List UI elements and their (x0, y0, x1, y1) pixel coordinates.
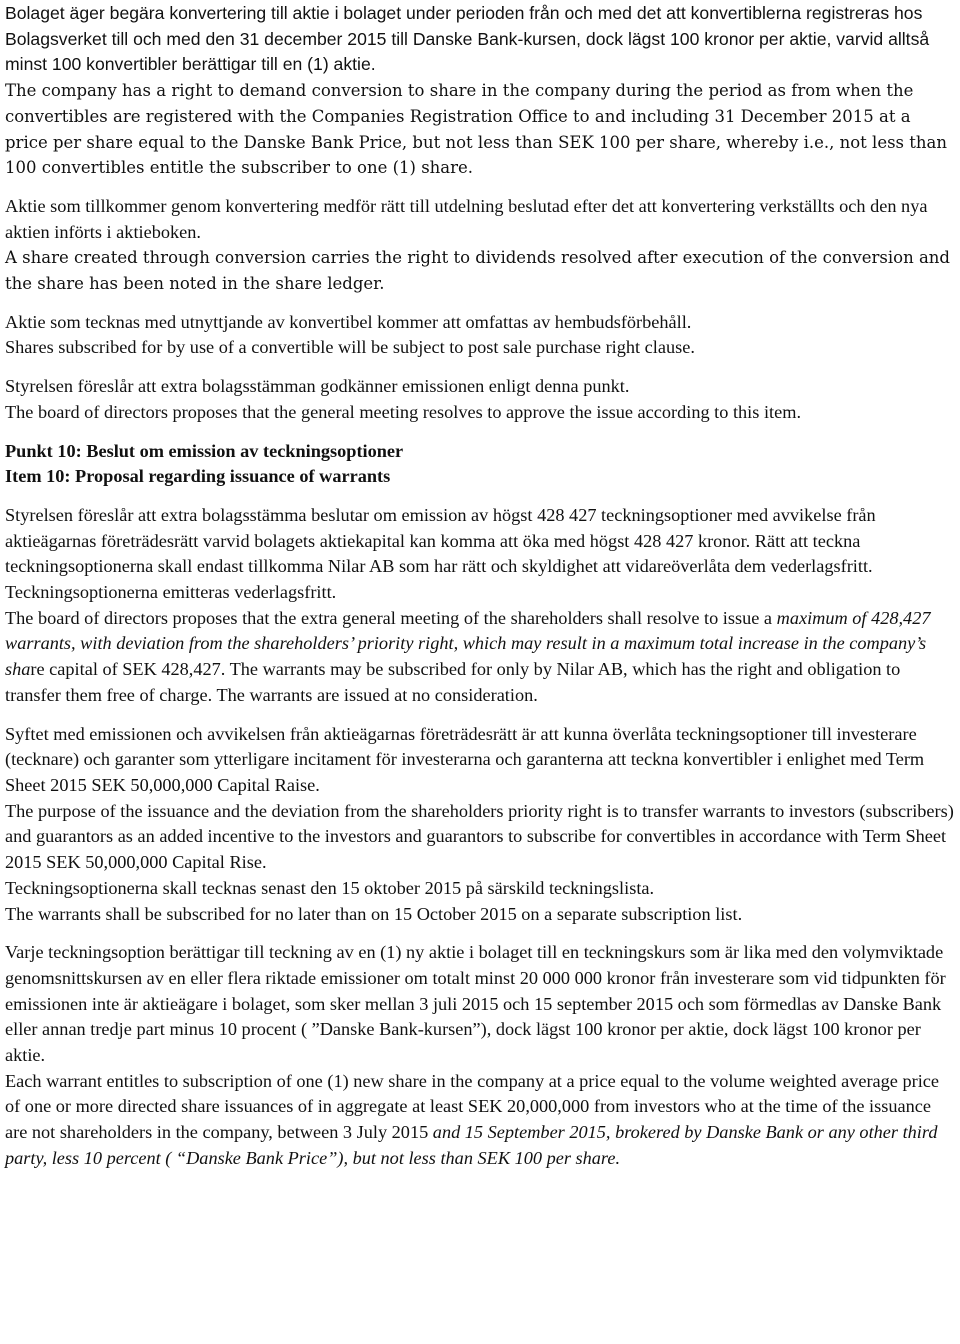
section-heading-en: Item 10: Proposal regarding issuance of warrants (5, 466, 391, 487)
paragraph-warrants-sv: Styrelsen föreslår att extra bolagsstämma beslutar om emission av högst 428 427 teckningsoptioner med avvikelse från aktieägarnas företrädesrätt varvid bolagets aktiekapital kan komma att öka med högst 428 427 kronor. Rätt att teckna teckningsoptionerna skall endast tillkomma Nilar AB som har rätt och skyldighet att vidareöverlåta dem vederlagsfritt. Teckningsoptionerna emitteras vederlagsfritt. (5, 504, 876, 603)
paragraph-conversion-en: The company has a right to demand conversion to share in the company during the period as from when the convertibles are registered with the Companies Registration Office to and including 31 December 2015 at a price per share equal to the Danske Bank Price, but not less than SEK 100 per share, whereby i.e., not less than 100 convertibles entitle the subscriber to one (1) share. (5, 81, 947, 178)
document-page (5, 1, 957, 1172)
warrants-en-part-c: re capital of SEK 428,427. The warrants may be subscribed for only by Nilar AB, which has the right and obligation to transfer them free of charge. The warrants are issued at no consideration. (5, 659, 901, 705)
spacer (5, 927, 957, 940)
spacer (5, 297, 957, 310)
paragraph-warrants-en (5, 606, 957, 709)
spacer (5, 181, 957, 194)
spacer (5, 426, 957, 439)
paragraph-deadline-sv: Teckningsoptionerna skall tecknas senast den 15 oktober 2015 på särskild teckningslista. (5, 877, 655, 898)
spacer (5, 361, 957, 374)
paragraph-approval-sv: Styrelsen föreslår att extra bolagsstämman godkänner emissionen enligt denna punkt. (5, 376, 630, 397)
spacer (5, 709, 957, 722)
paragraph-conversion-sv: Bolaget äger begära konvertering till aktie i bolaget under perioden från och med det att konvertiblerna registreras hos Bolagsverket till och med den 31 december 2015 till Danske Bank-kursen, dock lägst 100 kronor per aktie, varvid alltså minst 100 konvertibler berättigar till en (1) aktie. (5, 3, 930, 75)
paragraph-clause-sv: Aktie som tecknas med utnyttjande av konvertibel kommer att omfattas av hembudsförbehåll. (5, 311, 692, 332)
paragraph-purpose-sv: Syftet med emissionen och avvikelsen från aktieägarnas företrädesrätt är att kunna överlåta teckningsoptioner till investerare (tecknare) och garanter som ytterligare incitament för investerarna och garanterna att teckna konvertibler i enlighet med Term Sheet 2015 SEK 50,000,000 Capital Raise. (5, 723, 925, 795)
paragraph-entitlement-sv: Varje teckningsoption berättigar till teckning av en (1) ny aktie i bolaget till en teckningskurs som är lika med den volymviktade genomsnittskursen av en eller flera riktade emissioner om totalt minst 20 000 000 kronor från investerare som vid tidpunkten för emissionen inte är aktieägare i bolaget, som sker mellan 3 juli 2015 och 15 september 2015 och som förmedlas av Danske Bank eller annan tredje part minus 10 procent ( ”Danske Bank-kursen”), dock lägst 100 kronor per aktie, dock lägst 100 kronor per aktie. (5, 942, 946, 1066)
paragraph-clause-en: Shares subscribed for by use of a convertible will be subject to post sale purchase right clause. (5, 337, 695, 358)
paragraph-dividends-sv: Aktie som tillkommer genom konvertering medför rätt till utdelning beslutad efter det att konvertering verkställts och den nya aktien införts i aktieboken. (5, 195, 928, 242)
paragraph-purpose-en: The purpose of the issuance and the deviation from the shareholders priority right is to transfer warrants to investors (subscribers) and guarantors as an added incentive to the investors and guarantors to subscribe for convertibles in accordance with Term Sheet 2015 SEK 50,000,000 Capital Rise. (5, 800, 954, 873)
paragraph-approval-en: The board of directors proposes that the general meeting resolves to approve the issue according to this item. (5, 401, 802, 422)
section-heading-sv: Punkt 10: Beslut om emission av teckningsoptioner (5, 440, 404, 461)
paragraph-dividends-en: A share created through conversion carries the right to dividends resolved after execution of the conversion and the share has been noted in the share ledger. (5, 248, 950, 294)
entitlement-en-part-a: Each warrant entitles to subscription of one (1) new share in the company at a price equal to the volume weighted average price of one or more directed share issuances of in aggregate at least SEK 20,000,000 from investors who at the time of the issuance are not shareholders in the company, between 3 July 2015 (5, 1070, 940, 1143)
spacer (5, 490, 957, 503)
warrants-en-part-a: The board of directors proposes that the extra general meeting of the shareholders shall resolve to issue a (5, 607, 777, 628)
entitlement-en-part-b: and 15 September 2015, brokered by Danske Bank or any other third party, less 10 percent ( “Danske Bank Price”), but not less than SEK 100 per share. (5, 1122, 938, 1168)
paragraph-entitlement-en (5, 1069, 957, 1172)
paragraph-deadline-en: The warrants shall be subscribed for no later than on 15 October 2015 on a separate subscription list. (5, 903, 743, 924)
warrants-en-part-b: maximum of 428,427 warrants, with deviation from the shareholders’ priority right, which may result in a maximum total increase in the company’s sha (5, 607, 931, 680)
